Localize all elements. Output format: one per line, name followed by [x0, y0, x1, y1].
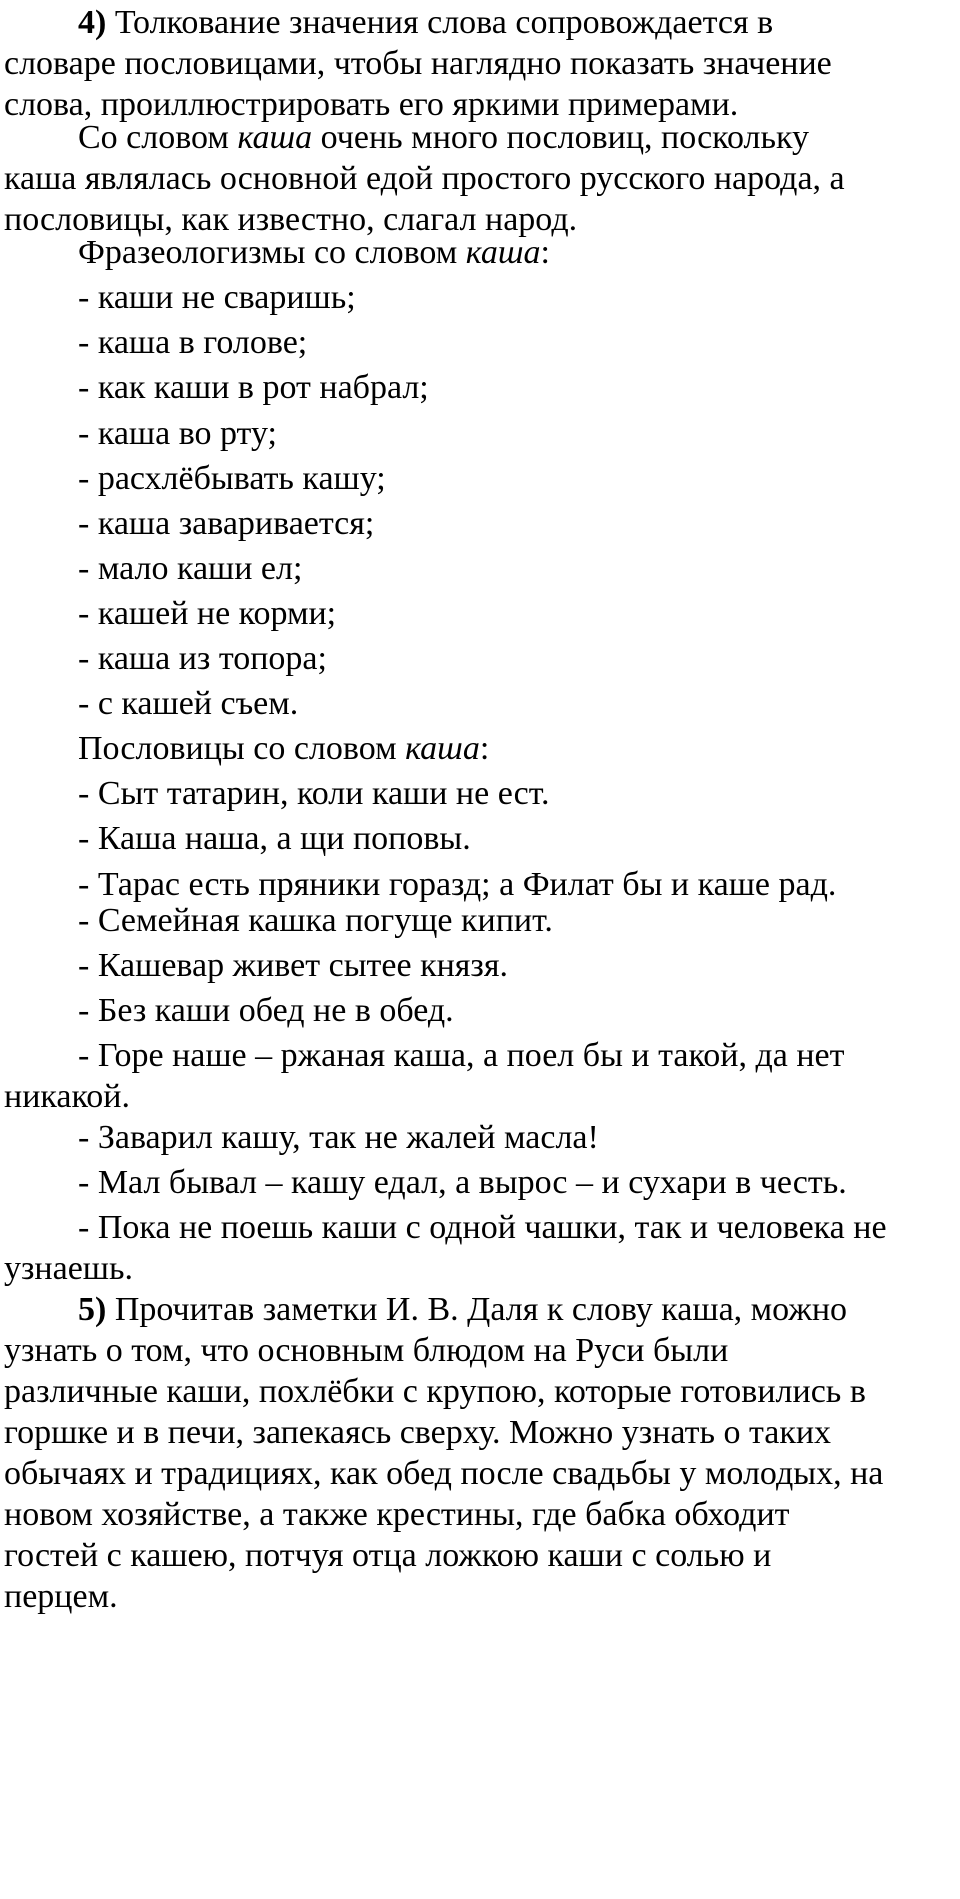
section-5-line-5: обычаях и традициях, как обед после свадьбы у молодых, на [4, 1455, 884, 1492]
phraseologism-item: - каша во рту; [78, 415, 277, 452]
intro-line-1-post: очень много пословиц, поскольку [312, 119, 810, 156]
intro-line-2: каша являлась основной едой простого русского народа, а [4, 160, 845, 197]
section-5-line-8: перцем. [4, 1578, 118, 1615]
proverb-item: - Без каши обед не в обед. [78, 992, 454, 1029]
intro-paragraph [4, 117, 956, 240]
proverb-item: - Тарас есть пряники горазд; а Филат бы и каше рад. [78, 866, 837, 903]
proverb-item: - Мал бывал – кашу едал, а вырос – и сухари в честь. [78, 1164, 847, 1201]
section-5-number: 5) [78, 1291, 107, 1328]
section-5-line-1 [4, 1289, 956, 1330]
phraseologism-item: - каша заваривается; [78, 505, 375, 542]
intro-line-1-pre: Со словом [78, 119, 238, 156]
proverbs-heading-word: каша [405, 730, 480, 767]
proverb-gore-line-1: - Горе наше – ржаная каша, а поел бы и такой, да нет [78, 1037, 845, 1074]
section-5-line-7: гостей с кашею, потчуя отца ложкою каши с солью и [4, 1537, 772, 1574]
section-5-line-4: горшке и в печи, запекаясь сверху. Можно узнать о таких [4, 1414, 832, 1451]
proverbs-heading [78, 728, 489, 769]
phraseologisms-heading-word: каша [465, 234, 541, 271]
section-5-paragraph [4, 1289, 956, 1617]
proverbs-heading-post: : [479, 730, 490, 767]
proverb-item: - Заварил кашу, так не жалей масла! [78, 1119, 599, 1156]
section-4-text-1: Толкование значения слова сопровождается в [114, 4, 774, 41]
proverb-poka-line-2: узнаешь. [4, 1250, 133, 1287]
phraseologism-item: - с кашей съем. [78, 685, 299, 722]
proverb-poka [4, 1207, 956, 1289]
phraseologisms-heading-post: : [540, 234, 550, 271]
proverb-item: - Семейная кашка погуще кипит. [78, 902, 553, 939]
proverb-poka-line-1: - Пока не поешь каши с одной чашки, так и человека не [78, 1209, 887, 1246]
section-4-paragraph [4, 2, 956, 125]
section-4-line-3: слова, проиллюстрировать его яркими примерами. [4, 86, 739, 123]
section-5-line-3: различные каши, похлёбки с крупою, которые готовились в [4, 1373, 866, 1410]
intro-line-1 [4, 117, 956, 158]
intro-keyword: каша [237, 119, 313, 156]
intro-line-3: пословицы, как известно, слагал народ. [4, 201, 578, 238]
proverb-gore [4, 1035, 956, 1117]
phraseologism-item: - как каши в рот набрал; [78, 369, 429, 406]
proverbs-heading-pre: Пословицы со словом [78, 730, 406, 767]
section-5-line-2: узнать о том, что основным блюдом на Руси были [4, 1332, 729, 1369]
phraseologisms-heading [78, 232, 550, 273]
phraseologism-item: - кашей не корми; [78, 595, 337, 632]
phraseologisms-heading-pre: Фразеологизмы со словом [78, 234, 466, 271]
section-5-text-1: Прочитав заметки И. В. Даля к слову каша, можно [114, 1291, 848, 1328]
phraseologism-item: - каша из топора; [78, 640, 327, 677]
proverb-item: - Каша наша, а щи поповы. [78, 820, 471, 857]
section-4-line-1 [4, 2, 956, 43]
section-4-line-2: словаре пословицами, чтобы наглядно показать значение [4, 45, 832, 82]
phraseologism-item: - каши не сваришь; [78, 279, 356, 316]
section-4-number: 4) [78, 4, 107, 41]
section-5-line-6: новом хозяйстве, а также крестины, где бабка обходит [4, 1496, 790, 1533]
proverb-item: - Кашевар живет сытее князя. [78, 947, 508, 984]
phraseologism-item: - мало каши ел; [78, 550, 303, 587]
proverb-gore-line-2: никакой. [4, 1078, 130, 1115]
phraseologism-item: - расхлёбывать кашу; [78, 460, 386, 497]
proverb-item: - Сыт татарин, коли каши не ест. [78, 775, 550, 812]
phraseologism-item: - каша в голове; [78, 324, 308, 361]
